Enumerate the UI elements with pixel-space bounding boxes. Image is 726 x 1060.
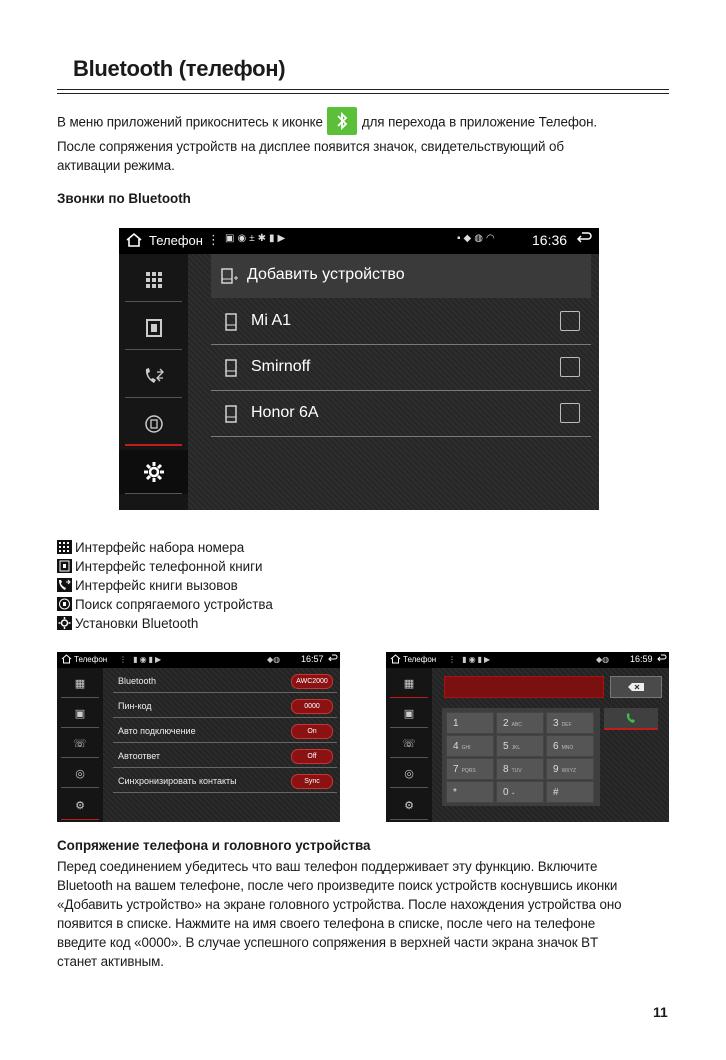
back-icon[interactable] xyxy=(657,654,667,666)
intro-part1: В меню приложений прикоснитесь к иконке xyxy=(57,114,323,130)
number-display[interactable] xyxy=(444,676,604,698)
app-title: Телефон xyxy=(149,233,203,248)
device-search-icon xyxy=(143,413,165,435)
title-rule-thin xyxy=(57,93,669,94)
sidebar-device-search[interactable] xyxy=(119,402,188,446)
paragraph-line: появится в списке. Нажмите на имя своего телефона в списке, после чего на телефоне xyxy=(57,916,596,931)
dial-key-digit: 3 xyxy=(553,718,559,729)
notification-icons: ▣◉±✱▮▶ xyxy=(225,233,289,244)
settings-screenshot xyxy=(57,652,340,822)
settings-row[interactable] xyxy=(113,719,337,743)
legend-label: Интерфейс телефонной книги xyxy=(75,559,263,574)
dial-key-digit: 5 xyxy=(503,741,509,752)
divider xyxy=(211,390,591,391)
dial-key[interactable] xyxy=(546,758,594,780)
sidebar xyxy=(57,668,103,822)
settings-row[interactable] xyxy=(113,744,337,768)
divider xyxy=(113,767,337,768)
sidebar-device-search[interactable] xyxy=(57,758,103,788)
legend-list xyxy=(57,538,273,633)
sidebar-phonebook[interactable] xyxy=(386,698,432,728)
status-bar xyxy=(57,652,340,668)
system-status-icons: ▪◆◍◠ xyxy=(457,233,498,244)
paragraph-line: Перед соединением убедитесь что ваш телефон поддерживает эту функцию. Включите xyxy=(57,859,598,874)
dialpad-icon xyxy=(145,271,163,289)
settings-row[interactable] xyxy=(113,669,337,693)
divider xyxy=(113,692,337,693)
gear-icon xyxy=(57,616,72,630)
settings-label: Пин-код xyxy=(118,701,152,711)
notification-icons: ⋮ ▮◉▮▶ xyxy=(448,655,493,664)
dial-key-digit: * xyxy=(453,787,457,798)
dial-key-digit: 6 xyxy=(553,741,559,752)
settings-value-button[interactable]: Off xyxy=(291,749,333,764)
phone-icon xyxy=(225,313,237,336)
dial-key-letters: ABC xyxy=(511,722,522,728)
settings-row[interactable] xyxy=(113,769,337,793)
phonebook-icon: ▣ xyxy=(74,707,86,720)
settings-label: Авто подключение xyxy=(118,726,196,736)
settings-label: Bluetooth xyxy=(118,676,157,686)
call-log-icon: ☏ xyxy=(73,737,87,750)
device-name: Smirnoff xyxy=(251,358,311,375)
call-icon xyxy=(625,712,637,724)
page-number: 11 xyxy=(653,1004,668,1020)
legend-item xyxy=(57,576,273,595)
call-log-icon: ☏ xyxy=(402,737,416,750)
device-name: Honor 6A xyxy=(251,404,319,421)
device-row[interactable] xyxy=(211,392,591,437)
dial-key-letters: + xyxy=(511,791,515,797)
dial-key-letters: MNO xyxy=(561,745,574,751)
sidebar-call-log[interactable] xyxy=(119,354,188,398)
dialer-screenshot xyxy=(386,652,669,822)
settings-row[interactable] xyxy=(113,694,337,718)
dial-key[interactable] xyxy=(496,712,544,734)
status-bar xyxy=(119,228,599,254)
phonebook-icon xyxy=(144,318,164,338)
dial-key-letters: WXYZ xyxy=(561,768,577,774)
sidebar-call-log[interactable] xyxy=(386,728,432,758)
system-status-icons: ◆◍ xyxy=(267,655,281,664)
dialpad-icon: ▦ xyxy=(403,677,415,690)
section-heading-pairing: Сопряжение телефона и головного устройства xyxy=(57,838,371,853)
settings-value-button[interactable]: Sync xyxy=(291,774,333,789)
call-button[interactable] xyxy=(604,708,658,730)
dial-key-digit: 2 xyxy=(503,718,509,729)
legend-item xyxy=(57,595,273,614)
dialpad-icon xyxy=(57,540,72,554)
legend-label: Установки Bluetooth xyxy=(75,616,199,631)
sidebar xyxy=(119,254,188,510)
dial-key[interactable] xyxy=(446,781,494,803)
device-checkbox[interactable] xyxy=(560,311,580,331)
settings-value-button[interactable]: On xyxy=(291,724,333,739)
sidebar-device-search[interactable] xyxy=(386,758,432,788)
call-log-icon xyxy=(57,578,72,592)
device-row[interactable] xyxy=(211,300,591,345)
bluetooth-app-icon xyxy=(327,107,357,135)
sidebar-call-log[interactable] xyxy=(57,728,103,758)
dial-key-letters: TUV xyxy=(511,768,522,774)
dial-key[interactable] xyxy=(496,735,544,757)
gear-icon: ⚙ xyxy=(404,799,414,812)
paragraph-line: «Добавить устройство» на экране головного устройства. После нахождения устройства оно xyxy=(57,897,622,912)
dial-key-digit: 8 xyxy=(503,764,509,775)
intro-part2: для перехода в приложение Телефон. xyxy=(361,114,598,130)
paragraph-line: Bluetooth на вашем телефоне, после чего произведите поиск устройств коснувшись иконки xyxy=(57,878,618,893)
dial-key-letters: JKL xyxy=(511,745,521,751)
gear-icon: ⚙ xyxy=(75,799,85,812)
dial-key-digit: 0 xyxy=(503,787,509,798)
legend-item xyxy=(57,538,273,557)
dial-key[interactable] xyxy=(546,781,594,803)
dial-key[interactable] xyxy=(546,735,594,757)
clock: 16:57 xyxy=(301,654,324,664)
title-rule xyxy=(57,89,669,90)
device-row[interactable] xyxy=(211,346,591,391)
sidebar-phonebook[interactable] xyxy=(119,306,188,350)
settings-label: Автоответ xyxy=(118,751,161,761)
dial-key-digit: 4 xyxy=(453,741,459,752)
dial-key-digit: 9 xyxy=(553,764,559,775)
device-search-icon: ◎ xyxy=(75,767,85,780)
dial-key-digit: 7 xyxy=(453,764,459,775)
dial-key[interactable] xyxy=(446,735,494,757)
back-icon[interactable] xyxy=(576,231,592,252)
dial-key[interactable] xyxy=(446,758,494,780)
phone-icon xyxy=(225,405,237,428)
sidebar-dialpad[interactable] xyxy=(119,258,188,302)
sidebar xyxy=(386,668,432,822)
pairing-paragraph xyxy=(57,857,687,971)
dial-key-letters: GHI xyxy=(461,745,471,751)
settings-label: Синхронизировать контакты xyxy=(118,776,237,786)
divider xyxy=(211,436,591,437)
app-title: Телефон xyxy=(403,655,437,664)
divider xyxy=(113,717,337,718)
device-search-icon xyxy=(57,597,72,611)
paragraph-line: введите код «0000». В случае успешного сопряжения в верхней части экрана значок BT xyxy=(57,935,599,950)
dial-key-letters: DEF xyxy=(561,722,572,728)
clock: 16:59 xyxy=(630,654,653,664)
backspace-icon xyxy=(627,682,645,692)
notification-icons: ⋮ ▮◉▮▶ xyxy=(119,655,164,664)
intro-paragraph xyxy=(57,109,677,175)
dial-key[interactable] xyxy=(546,712,594,734)
sidebar-bt-settings[interactable] xyxy=(57,790,103,820)
divider xyxy=(113,792,337,793)
dial-key[interactable] xyxy=(496,781,544,803)
dial-key-digit: 1 xyxy=(453,718,459,729)
phone-icon xyxy=(225,359,237,382)
sidebar-bt-settings[interactable] xyxy=(386,790,432,820)
divider xyxy=(113,742,337,743)
legend-label: Интерфейс набора номера xyxy=(75,540,245,555)
dial-key-letters: PQRS xyxy=(461,768,476,774)
legend-label: Интерфейс книги вызовов xyxy=(75,578,238,593)
dial-key[interactable] xyxy=(496,758,544,780)
status-bar xyxy=(386,652,669,668)
device-checkbox[interactable] xyxy=(560,357,580,377)
sidebar-phonebook[interactable] xyxy=(57,698,103,728)
add-device-row[interactable] xyxy=(211,254,591,298)
app-title: Телефон xyxy=(74,655,108,664)
system-status-icons: ◆◍ xyxy=(596,655,610,664)
dialpad-icon: ▦ xyxy=(74,677,86,690)
divider xyxy=(211,344,591,345)
add-device-label: Добавить устройство xyxy=(247,266,405,283)
legend-label: Поиск сопрягаемого устройства xyxy=(75,597,273,612)
device-name: Mi A1 xyxy=(251,312,292,329)
sidebar-bt-settings[interactable] xyxy=(119,450,188,494)
phone-app-screenshot xyxy=(119,228,599,510)
dial-key[interactable] xyxy=(446,712,494,734)
back-icon[interactable] xyxy=(328,654,338,666)
home-icon[interactable] xyxy=(390,654,401,666)
intro-line3: активации режима. xyxy=(57,158,175,173)
home-icon[interactable] xyxy=(61,654,72,666)
dial-key-digit: # xyxy=(553,787,559,798)
menu-dots-icon[interactable]: ⋮ xyxy=(207,232,220,247)
settings-value-button[interactable]: AWC2000 xyxy=(291,674,333,689)
gear-icon xyxy=(143,461,165,483)
device-search-icon: ◎ xyxy=(404,767,414,780)
sidebar-dialpad[interactable] xyxy=(57,668,103,698)
paragraph-line: станет активным. xyxy=(57,954,164,969)
device-checkbox[interactable] xyxy=(560,403,580,423)
call-log-icon xyxy=(143,366,165,386)
add-device-icon xyxy=(221,268,239,289)
phonebook-icon: ▣ xyxy=(403,707,415,720)
legend-item xyxy=(57,557,273,576)
page-title: Bluetooth (телефон) xyxy=(73,56,286,81)
section-heading-calls: Звонки по Bluetooth xyxy=(57,191,191,206)
intro-line2: После сопряжения устройств на дисплее появится значок, свидетельствующий об xyxy=(57,139,564,154)
settings-value-button[interactable]: 0000 xyxy=(291,699,333,714)
backspace-button[interactable] xyxy=(610,676,662,698)
sidebar-dialpad[interactable] xyxy=(386,668,432,698)
legend-item xyxy=(57,614,273,633)
phonebook-icon xyxy=(57,559,72,573)
home-icon[interactable] xyxy=(125,232,143,253)
clock: 16:36 xyxy=(532,232,568,248)
